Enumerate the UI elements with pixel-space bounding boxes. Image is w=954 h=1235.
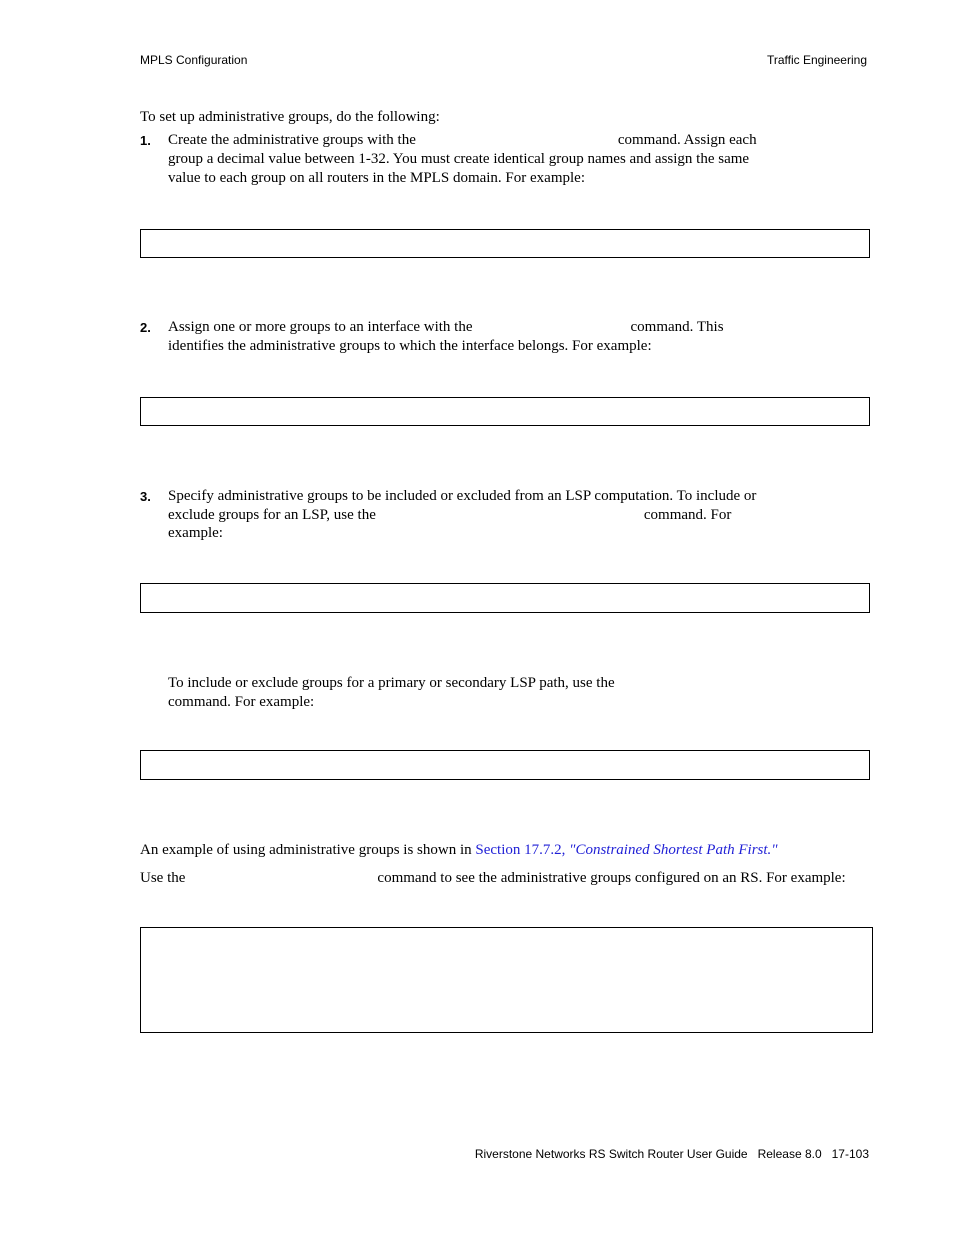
- step-2-number: 2.: [140, 320, 151, 335]
- page-footer: Riverstone Networks RS Switch Router User Guide Release 8.0 17-103: [474, 1147, 869, 1161]
- show-note-text-before: Use the: [140, 870, 186, 886]
- step-3-text-before: exclude groups for an LSP, use the: [168, 507, 376, 523]
- show-note-text-after: command to see the administrative groups configured on an RS. For example:: [377, 870, 846, 886]
- step-2-line-2: identifies the administrative groups to which the interface belongs. For example:: [168, 338, 652, 354]
- path-note-line-2: command. For example:: [168, 694, 315, 710]
- page-header-left: MPLS Configuration: [140, 53, 248, 67]
- path-note-line-1: To include or exclude groups for a primary or secondary LSP path, use the: [168, 675, 615, 691]
- section-link-number[interactable]: Section 17.7.2,: [475, 842, 566, 858]
- step-2-line-1: [168, 318, 724, 337]
- step-3-line-3: example:: [168, 525, 223, 541]
- code-example-box-4: [140, 750, 870, 780]
- step-2-text-after: command. This: [630, 319, 724, 335]
- example-reference-text: An example of using administrative groups is shown in: [140, 842, 472, 858]
- step-1-line-1: [168, 131, 757, 150]
- section-link-title[interactable]: "Constrained Shortest Path First.": [569, 842, 778, 858]
- step-1-text-after: command. Assign each: [617, 132, 757, 148]
- code-example-box-1: [140, 229, 870, 258]
- step-3-number: 3.: [140, 489, 151, 504]
- step-3-line-2: [168, 506, 731, 525]
- show-command-note: [140, 869, 846, 888]
- step-1-line-3: value to each group on all routers in the MPLS domain. For example:: [168, 170, 585, 186]
- step-1-text-before: Create the administrative groups with the: [168, 132, 416, 148]
- code-example-box-3: [140, 583, 870, 613]
- page-header-right: Traffic Engineering: [766, 53, 867, 67]
- step-3-line-1: Specify administrative groups to be included or excluded from an LSP computation. To include or: [168, 488, 757, 504]
- step-1-line-2: group a decimal value between 1-32. You must create identical group names and assign the same: [168, 151, 750, 167]
- section-link[interactable]: [475, 842, 777, 858]
- step-2-text-before: Assign one or more groups to an interface with the: [168, 319, 473, 335]
- step-1-number: 1.: [140, 133, 151, 148]
- code-example-box-5: [140, 927, 873, 1033]
- code-example-box-2: [140, 397, 870, 426]
- example-reference: [140, 841, 778, 860]
- step-3-text-after: command. For: [643, 507, 732, 523]
- intro-text: To set up administrative groups, do the following:: [140, 109, 440, 125]
